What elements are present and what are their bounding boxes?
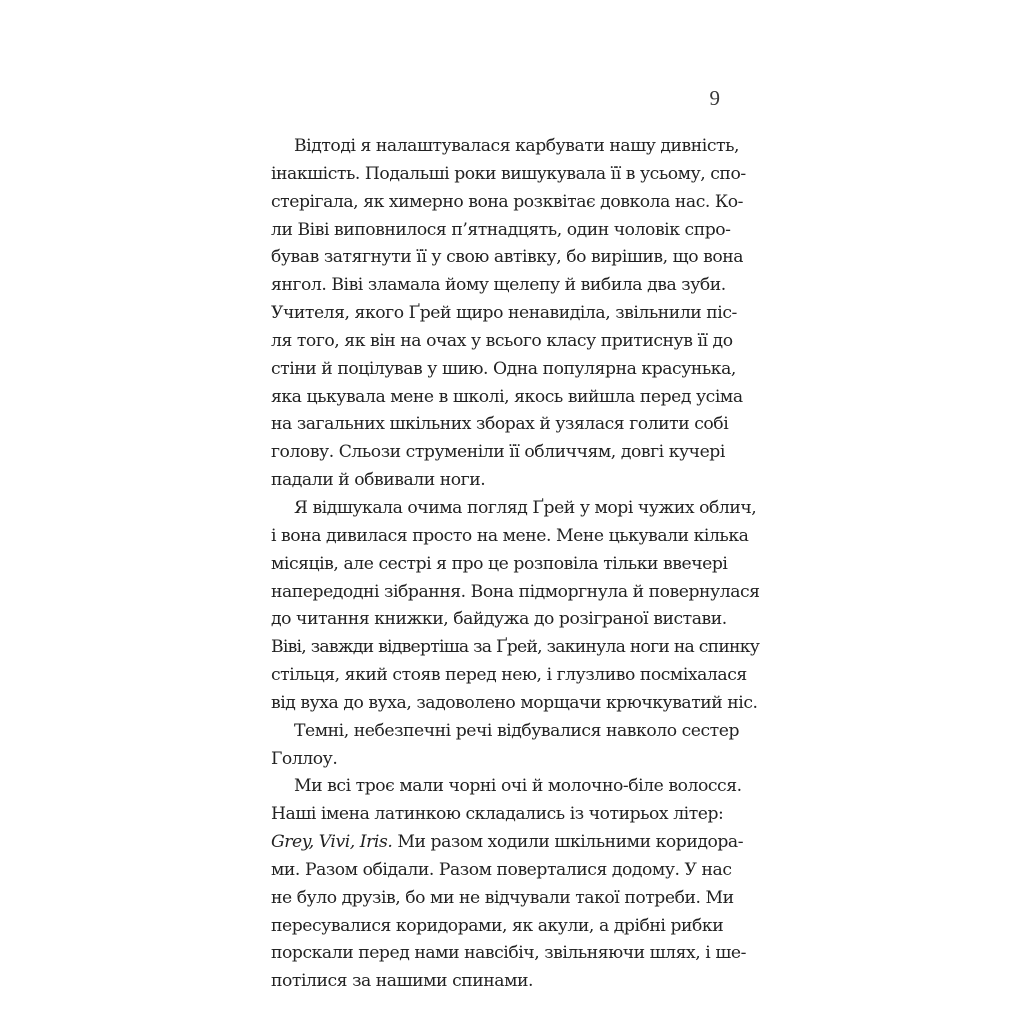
text-line: напередодні зібрання. Вона підморгнула й повернулася	[271, 581, 760, 602]
text-line: місяців, але сестрі я про це розповіла тільки ввечері	[271, 553, 728, 574]
text-line: інакшість. Подальші роки вишукувала її в усьому, спо-	[271, 163, 746, 184]
text-line: і вона дивилася просто на мене. Мене цькували кілька	[271, 525, 749, 546]
text-line: до читання книжки, байдужа до розіграної вистави.	[271, 609, 727, 630]
body-text	[271, 133, 760, 996]
text-line: від вуха до вуха, задоволено морщачи крючкуватий ніс.	[271, 692, 758, 713]
text-line: ли Віві виповнилося п’ятнадцять, один чоловік спро-	[271, 219, 731, 240]
paragraph	[271, 773, 746, 996]
text-line: яка цькувала мене в школі, якось вийшла перед усіма	[271, 386, 743, 407]
text-line: ля того, як він на очах у всього класу притиснув її до	[271, 330, 733, 351]
text-line: янгол. Віві зламала йому щелепу й вибила два зуби.	[271, 275, 726, 296]
page-number: 9	[709, 86, 720, 110]
text-line: не було друзів, бо ми не відчували такої потреби. Ми	[271, 887, 734, 908]
italic-names: Grey, Vivi, Iris.	[271, 832, 393, 853]
text-line: Ми всі троє мали чорні очі й молочно-біле волосся.	[294, 776, 742, 797]
text-line: стерігала, як химерно вона розквітає довкола нас. Ко-	[271, 191, 744, 212]
text-line: стіни й поцілував у шию. Одна популярна красунька,	[271, 358, 736, 379]
text-line: бував затягнути її у свою автівку, бо вирішив, що вона	[271, 247, 744, 268]
paragraph	[271, 718, 740, 774]
paragraph	[271, 133, 746, 495]
paragraph	[271, 495, 760, 718]
text-line: Голлоу.	[271, 748, 338, 769]
text-line: стільця, який стояв перед нею, і глузливо посміхалася	[271, 665, 747, 686]
text-line: пересувалися коридорами, як акули, а дрібні рибки	[271, 915, 724, 936]
text-line: ми. Разом обідали. Разом поверталися додому. У нас	[271, 859, 732, 880]
text-line: Я відшукала очима погляд Ґрей у морі чужих облич,	[294, 497, 757, 518]
text-line: порскали перед нами навсібіч, звільняючи шлях, і ше-	[271, 943, 746, 964]
text-fragment: Ми разом ходили шкільними коридора-	[397, 832, 744, 853]
text-line: на загальних шкільних зборах й узялася голити собі	[271, 414, 729, 435]
text-line: Віві, завжди відвертіша за Ґрей, закинула ноги на спинку	[271, 637, 760, 658]
text-line	[271, 829, 744, 857]
text-line: Наші імена латинкою складались із чотирьох літер:	[271, 804, 724, 825]
text-line: Учителя, якого Ґрей щиро ненавиділа, звільнили піс-	[271, 303, 737, 324]
text-line: Темні, небезпечні речі відбувалися навколо сестер	[294, 720, 740, 741]
text-line: падали й обвивали ноги.	[271, 470, 486, 491]
text-line: Відтоді я налаштувалася карбувати нашу дивність,	[294, 136, 739, 156]
text-line: потілися за нашими спинами.	[271, 971, 534, 992]
text-line: голову. Сльози струменіли її обличчям, довгі кучері	[271, 442, 725, 463]
